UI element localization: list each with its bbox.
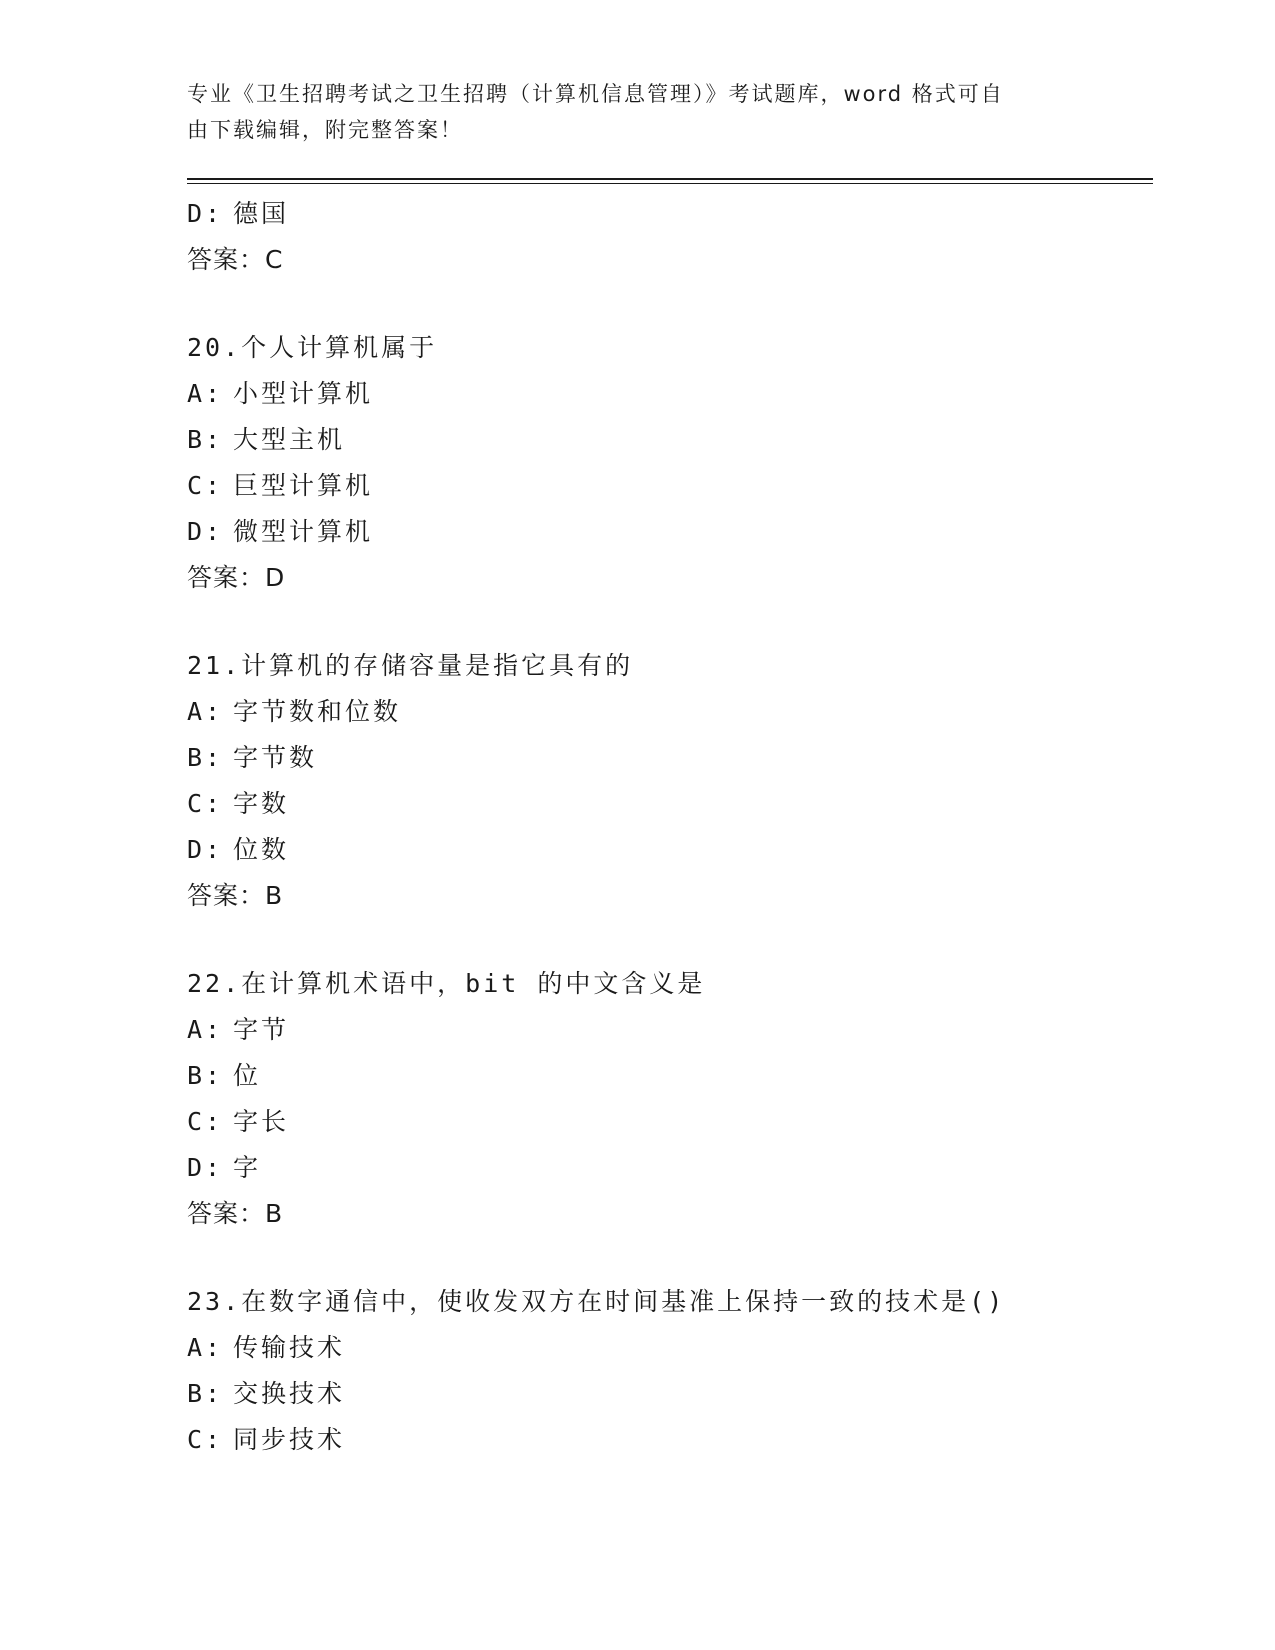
option-text: 小型计算机 [233, 379, 374, 408]
option-b [187, 417, 1147, 463]
header-line-2: 由下载编辑，附完整答案！ [187, 118, 463, 142]
option-c [187, 1417, 1147, 1463]
option-label: B: [187, 743, 224, 772]
question-gap [187, 1237, 1147, 1279]
option-text: 微型计算机 [233, 517, 374, 546]
option-label: B: [187, 425, 224, 454]
option-text: 位数 [233, 835, 290, 864]
answer-line: 答案：B [187, 881, 284, 910]
option-text: 同步技术 [233, 1425, 346, 1454]
option-label: A: [187, 379, 224, 408]
header-divider-thin [187, 183, 1153, 184]
option-text: 字节数和位数 [233, 697, 402, 726]
question-gap [187, 919, 1147, 961]
option-a [187, 371, 1147, 417]
document-header [187, 76, 1067, 148]
option-a [187, 689, 1147, 735]
option-b [187, 1053, 1147, 1099]
option-d [187, 191, 1147, 237]
option-text: 字数 [233, 789, 290, 818]
option-label: D: [187, 199, 224, 228]
option-label: D: [187, 517, 224, 546]
option-a [187, 1007, 1147, 1053]
option-a [187, 1325, 1147, 1371]
option-text: 传输技术 [233, 1333, 346, 1362]
question-gap [187, 283, 1147, 325]
question-gap [187, 601, 1147, 643]
question-list [187, 191, 1147, 1463]
option-c [187, 463, 1147, 509]
answer-line: 答案：C [187, 245, 284, 274]
answer-line: 答案：D [187, 563, 286, 592]
option-text: 巨型计算机 [233, 471, 374, 500]
option-text: 位 [233, 1061, 262, 1090]
option-label: D: [187, 835, 224, 864]
option-c [187, 1099, 1147, 1145]
option-text: 大型主机 [233, 425, 346, 454]
option-label: B: [187, 1379, 224, 1408]
option-label: C: [187, 471, 224, 500]
question-stem: 23.在数字通信中，使收发双方在时间基准上保持一致的技术是() [187, 1287, 1006, 1316]
option-label: A: [187, 1333, 224, 1362]
header-divider-thick [187, 178, 1153, 180]
option-d [187, 1145, 1147, 1191]
option-label: B: [187, 1061, 224, 1090]
question-stem: 21.计算机的存储容量是指它具有的 [187, 651, 634, 680]
option-label: C: [187, 789, 224, 818]
option-text: 德国 [233, 199, 290, 228]
option-label: A: [187, 1015, 224, 1044]
option-label: C: [187, 1107, 224, 1136]
answer-line: 答案：B [187, 1199, 284, 1228]
option-c [187, 781, 1147, 827]
option-b [187, 735, 1147, 781]
option-d [187, 509, 1147, 555]
option-text: 字节数 [233, 743, 318, 772]
option-b [187, 1371, 1147, 1417]
option-text: 字 [233, 1153, 262, 1182]
option-label: A: [187, 697, 224, 726]
option-label: C: [187, 1425, 224, 1454]
question-stem: 20.个人计算机属于 [187, 333, 438, 362]
option-label: D: [187, 1153, 224, 1182]
question-stem: 22.在计算机术语中，bit 的中文含义是 [187, 969, 706, 998]
header-line-1: 专业《卫生招聘考试之卫生招聘（计算机信息管理）》考试题库，word 格式可自 [187, 82, 1004, 106]
option-d [187, 827, 1147, 873]
option-text: 交换技术 [233, 1379, 346, 1408]
option-text: 字长 [233, 1107, 290, 1136]
option-text: 字节 [233, 1015, 290, 1044]
